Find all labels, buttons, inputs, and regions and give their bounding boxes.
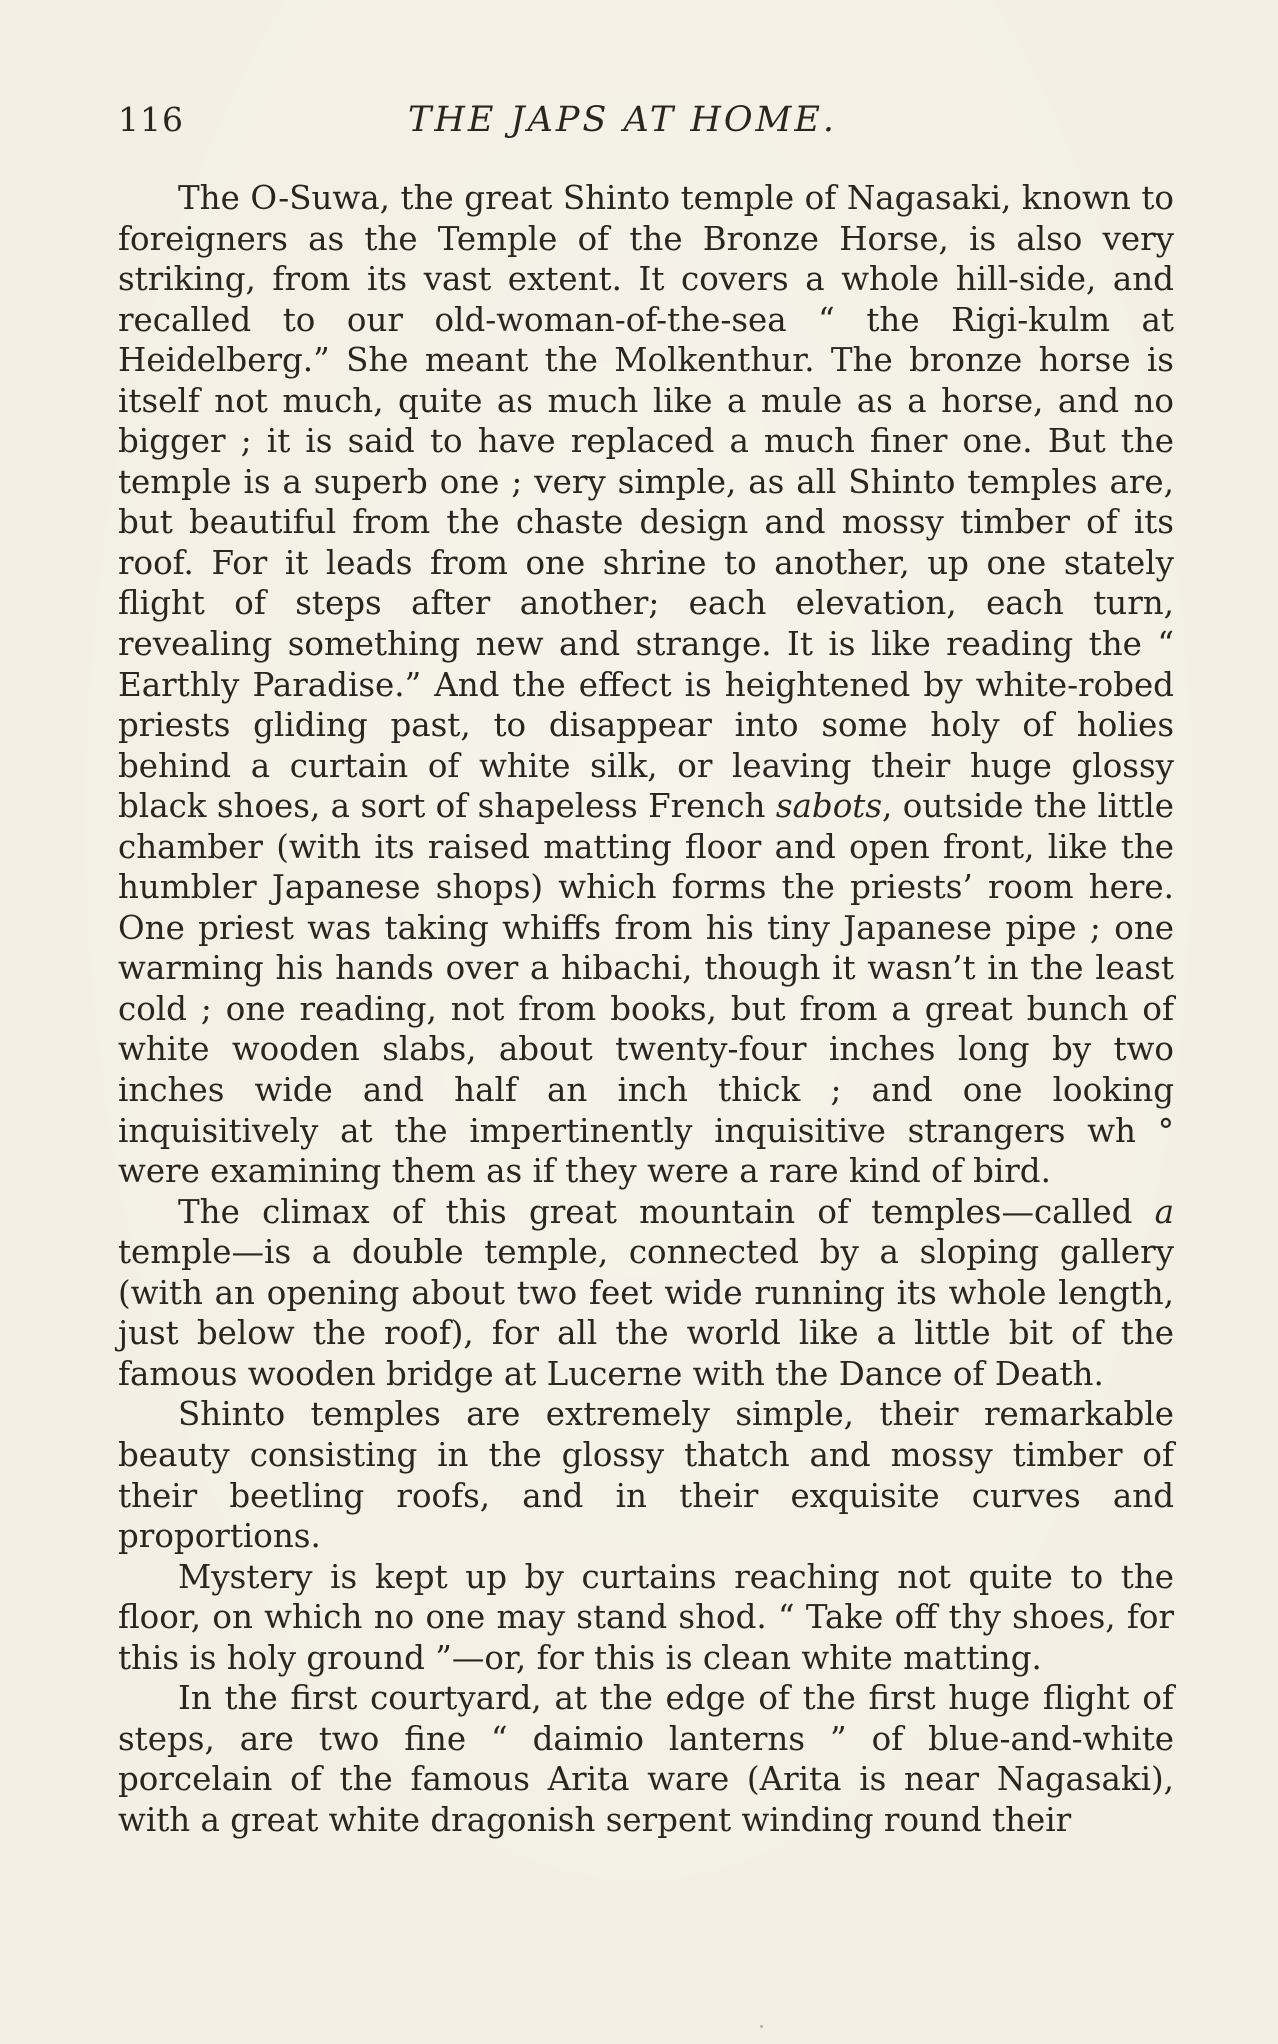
paragraph-double-temple: The climax of this great mountain of temples—called a temple—is a double temple, connected by a sloping gallery (with an opening about two feet wide running its whole length, just below the roof), for all the world like a little bit of the famous wooden bridge at Lucerne with the Dance of Death.	[118, 1192, 1174, 1393]
page-number: 116	[118, 100, 184, 139]
body-text	[118, 178, 1174, 1840]
paragraph-mystery-curtains: Mystery is kept up by curtains reaching not quite to the floor, on which no one may stand shod. “ Take off thy shoes, for this is holy ground ”—or, for this is clean white matting.	[118, 1557, 1174, 1677]
running-title: THE JAPS AT HOME.	[408, 100, 838, 140]
paragraph-shinto-simplicity: Shinto temples are extremely simple, their remarkable beauty consisting in the glossy thatch and mossy timber of their beetling roofs, and in their exquisite curves and proportions.	[118, 1395, 1174, 1556]
paragraph-daimio-lanterns: In the first courtyard, at the edge of the first huge flight of steps, are two fine “ daimio lanterns ” of blue-and-white porcelain of the famous Arita ware (Arita is near Nagasaki), with a great white dragonish serpent winding round their	[118, 1679, 1174, 1839]
italic-word: sabots	[775, 787, 883, 826]
paper-speck	[760, 2025, 763, 2028]
page-header	[118, 100, 1178, 148]
italic-word: a	[1154, 1192, 1174, 1231]
paragraph-osuwa-temple: The O-Suwa, the great Shinto temple of Nagasaki, known to foreigners as the Temple of the Bronze Horse, is also very striking, from its vast extent. It covers a whole hill-side, and recalled to our old-woman-of-the-sea “ the Rigi-kulm at Heidelberg.” She meant the Molkenthur. The bronze horse is itself not much, quite as much like a mule as a horse, and no bigger ; it is said to have replaced a much finer one. But the temple is a superb one ; very simple, as all Shinto temples are, but beautiful from the chaste design and mossy timber of its roof. For it leads from one shrine to another, up one stately flight of steps after another; each elevation, each turn, revealing something new and strange. It is like reading the “ Earthly Paradise.” And the effect is heightened by white-robed priests gliding past, to disappear into some holy of holies behind a curtain of white silk, or leaving their huge glossy black shoes, a sort of shapeless French sabots, outside the little chamber (with its raised matting floor and open front, like the humbler Japanese shops) which forms the priests’ room here. One priest was taking whiffs from his tiny Japanese pipe ; one warming his hands over a hibachi, though it wasn’t in the least cold ; one reading, not from books, but from a great bunch of white wooden slabs, about twenty-four inches long by two inches wide and half an inch thick ; and one looking inquisitively at the impertinently inquisitive strangers wh ° were examining them as if they were a rare kind of bird.	[118, 179, 1174, 1191]
